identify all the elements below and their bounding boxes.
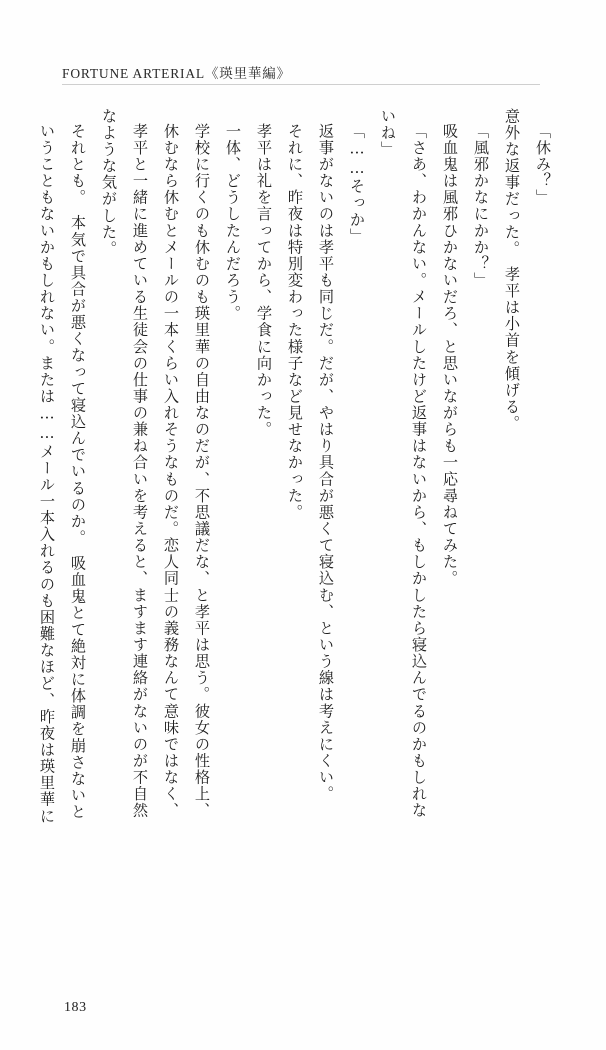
running-header-title: FORTUNE ARTERIAL《瑛里華編》 — [62, 66, 291, 81]
text-column: 孝平と一緒に進めている生徒会の仕事の兼ね合いを考えると、ますます連絡がないのが不自然 — [131, 123, 149, 819]
text-column: 「……そっか」 — [348, 123, 366, 245]
text-column: 吸血鬼は風邪ひかないだろ、と思いながらも一応尋ねてみた。 — [441, 123, 459, 587]
text-column: 返事がないのは孝平も同じだ。だが、やはり具合が悪くて寝込む、という線は考えにくい。 — [317, 123, 335, 803]
page-body — [38, 108, 552, 968]
text-column: 「さあ、わかんない。メールしたけど返事はないから、もしかしたら寝込んでるのかもしれな — [410, 123, 428, 819]
text-column: 一体、どうしたんだろう。 — [224, 123, 242, 322]
text-column: 学校に行くのも休むのも瑛里華の自由なのだが、不思議だな、と孝平は思う。彼女の性格上、 — [193, 123, 211, 819]
text-column: 休むなら休むとメールの一本くらい入れそうなものだ。恋人同士の義務なんて意味ではなく、 — [162, 123, 180, 819]
text-column: 孝平は礼を言ってから、学食に向かった。 — [255, 123, 273, 438]
text-column: いうこともないかもしれない。または……メール一本入れるのも困難なほど、昨夜は瑛里華に — [38, 123, 56, 825]
text-column: なような気がした。 — [100, 108, 118, 258]
page-number: 183 — [64, 1000, 87, 1015]
running-header — [62, 62, 542, 82]
text-column: いね」 — [379, 108, 397, 158]
text-column: 「休み？」 — [534, 123, 552, 206]
text-column: 「風邪かなにかか？」 — [472, 123, 490, 289]
text-column: 意外な返事だった。 孝平は小首を傾げる。 — [503, 108, 521, 432]
text-column: それに、昨夜は特別変わった様子など見せなかった。 — [286, 123, 304, 521]
header-rule — [62, 84, 540, 85]
text-column: それとも。 本気で具合が悪くなって寝込んでいるのか。 吸血鬼とて絶対に体調を崩さないと — [69, 123, 87, 821]
